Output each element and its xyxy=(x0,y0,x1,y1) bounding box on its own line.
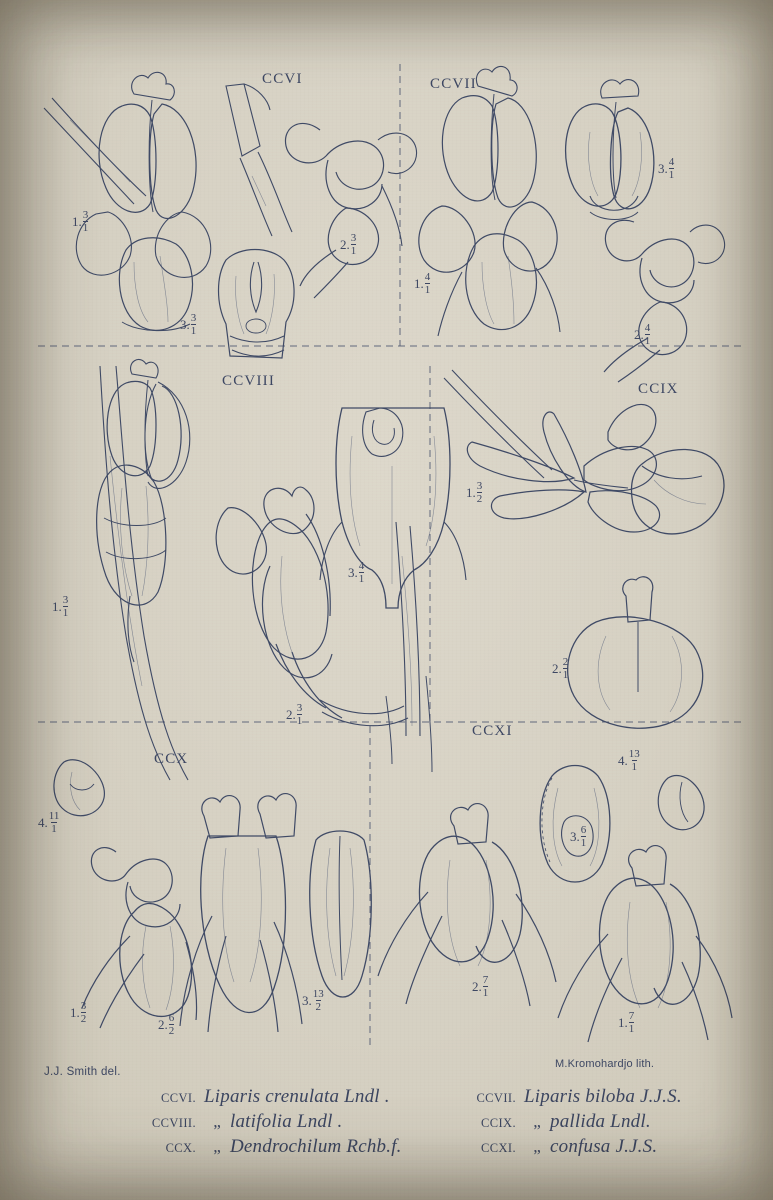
figure-label-ccx-2 xyxy=(158,1014,174,1038)
figure-index: 3. xyxy=(570,828,580,844)
caption-ditto: „ xyxy=(533,1112,541,1131)
figure-index: 1. xyxy=(466,484,476,500)
figure-index: 1. xyxy=(52,598,62,614)
caption-number: CCIX. xyxy=(481,1116,516,1130)
figure-ccix xyxy=(444,370,724,728)
lithographic-plate xyxy=(30,36,742,1157)
caption-species: Liparis crenulata Lndl . xyxy=(204,1086,390,1107)
plate-number-ccxi: CCXI xyxy=(472,723,513,739)
figure-scale-denominator: 1 xyxy=(358,573,365,585)
figure-scale-numerator: 4 xyxy=(358,560,365,572)
figure-scale-denominator: 1 xyxy=(190,325,197,337)
caption-number: CCVI. xyxy=(161,1091,196,1105)
figure-label-ccvi-3 xyxy=(180,314,196,338)
figure-index: 3. xyxy=(302,992,312,1008)
caption-entry-ccvii xyxy=(470,1086,750,1108)
caption-number: CCXI. xyxy=(481,1141,516,1155)
caption-number: CCVIII. xyxy=(151,1116,196,1130)
figure-index: 2. xyxy=(158,1016,168,1032)
figure-scale-denominator: 1 xyxy=(62,607,69,619)
figure-scale-denominator: 2 xyxy=(80,1013,87,1025)
plate-number-ccviii: CCVIII xyxy=(222,373,276,389)
caption-species: Dendrochilum Rchb.f. xyxy=(230,1136,402,1157)
caption-species: pallida Lndl. xyxy=(550,1111,651,1132)
figure-ccviii xyxy=(97,359,466,780)
figure-index: 2. xyxy=(286,706,296,722)
caption-ditto: „ xyxy=(533,1137,541,1156)
figure-scale-numerator: 3 xyxy=(296,702,303,714)
figure-scale-numerator: 4 xyxy=(424,271,431,283)
figure-label-ccvii-2 xyxy=(634,324,650,348)
caption-entry-ccviii xyxy=(150,1111,470,1133)
figure-scale-numerator: 3 xyxy=(80,1000,87,1012)
figure-label-ccxi-1 xyxy=(618,1012,634,1036)
plate-captions xyxy=(150,1086,750,1161)
figure-index: 4. xyxy=(38,814,48,830)
caption-entry-ccvi xyxy=(150,1086,470,1108)
figure-scale-numerator: 7 xyxy=(628,1010,635,1022)
caption-species: latifolia Lndl . xyxy=(230,1111,343,1132)
figure-scale-numerator: 3 xyxy=(476,480,483,492)
figure-scale-numerator: 3 xyxy=(62,594,69,606)
figure-label-ccviii-3 xyxy=(348,562,364,586)
figure-index: 2. xyxy=(552,660,562,676)
lithographer-credit: M.Kromohardjo lith. xyxy=(555,1058,655,1070)
figure-index: 3. xyxy=(180,316,190,332)
figure-scale-numerator: 3 xyxy=(82,209,89,221)
caption-species: Liparis biloba J.J.S. xyxy=(524,1086,682,1107)
figure-ccvi xyxy=(44,72,417,358)
figure-scale-denominator: 1 xyxy=(580,837,587,849)
figure-label-ccviii-1 xyxy=(52,596,68,620)
figure-scale-denominator: 1 xyxy=(668,169,675,181)
figure-label-ccvii-3 xyxy=(658,158,674,182)
figure-scale-denominator: 1 xyxy=(51,823,57,835)
figure-label-ccix-2 xyxy=(552,658,568,682)
caption-row xyxy=(150,1086,750,1108)
caption-entry-ccx xyxy=(150,1136,470,1158)
figure-scale-numerator: 4 xyxy=(644,322,651,334)
panel-dividers xyxy=(38,64,742,1046)
figure-scale-numerator: 3 xyxy=(350,232,357,244)
figure-scale-numerator: 13 xyxy=(628,748,640,760)
figure-scale-numerator: 11 xyxy=(48,810,60,822)
plate-number-ccx: CCX xyxy=(154,751,189,767)
plate-number-ccvi: CCVI xyxy=(262,71,303,87)
figure-scale-numerator: 6 xyxy=(580,824,587,836)
figure-scale-numerator: 4 xyxy=(668,156,675,168)
figure-scale-denominator: 1 xyxy=(296,715,303,727)
figure-scale-denominator: 1 xyxy=(562,669,569,681)
figure-label-ccvi-2 xyxy=(340,234,356,258)
figure-index: 1. xyxy=(72,213,82,229)
figure-scale-denominator: 2 xyxy=(476,493,483,505)
caption-entry-ccix xyxy=(470,1111,750,1133)
figure-scale-denominator: 1 xyxy=(628,1023,635,1035)
figure-scale-numerator: 13 xyxy=(312,988,324,1000)
figure-index: 3. xyxy=(658,160,668,176)
figure-label-ccviii-2 xyxy=(286,704,302,728)
caption-entry-ccxi xyxy=(470,1136,750,1158)
figure-label-ccxi-3 xyxy=(570,826,586,850)
figure-scale-denominator: 1 xyxy=(631,761,637,773)
caption-ditto: „ xyxy=(213,1112,221,1131)
figure-label-ccx-3 xyxy=(302,990,324,1014)
plate-number-ccvii: CCVII xyxy=(430,76,477,92)
caption-number: CCVII. xyxy=(476,1091,516,1105)
figure-index: 2. xyxy=(472,978,482,994)
figure-scale-denominator: 1 xyxy=(424,284,431,296)
figure-scale-numerator: 2 xyxy=(562,656,569,668)
figure-scale-numerator: 3 xyxy=(190,312,197,324)
figure-index: 4. xyxy=(618,752,628,768)
figure-scale-denominator: 2 xyxy=(168,1025,175,1037)
caption-row xyxy=(150,1136,750,1158)
figure-scale-denominator: 1 xyxy=(644,335,651,347)
figure-scale-denominator: 1 xyxy=(350,245,357,257)
figure-label-ccxi-2 xyxy=(472,976,488,1000)
figure-index: 3. xyxy=(348,564,358,580)
figure-label-ccvi-1 xyxy=(72,211,88,235)
figure-ccxi xyxy=(378,766,732,1043)
figure-index: 1. xyxy=(414,275,424,291)
figure-index: 2. xyxy=(634,326,644,342)
figure-label-ccvii-1 xyxy=(414,273,430,297)
figure-scale-numerator: 6 xyxy=(168,1012,175,1024)
caption-species: confusa J.J.S. xyxy=(550,1136,658,1157)
figure-label-ccx-4 xyxy=(38,812,59,836)
figure-scale-denominator: 2 xyxy=(315,1001,321,1013)
figure-scale-denominator: 1 xyxy=(482,987,489,999)
plate-number-ccix: CCIX xyxy=(638,381,679,397)
figure-index: 2. xyxy=(340,236,350,252)
caption-row xyxy=(150,1111,750,1133)
figure-scale-denominator: 1 xyxy=(82,222,89,234)
figure-label-ccix-1 xyxy=(466,482,482,506)
figure-index: 1. xyxy=(618,1014,628,1030)
artist-credit: J.J. Smith del. xyxy=(44,1066,121,1078)
plate-illustrations xyxy=(30,36,742,1056)
caption-ditto: „ xyxy=(213,1137,221,1156)
caption-number: CCX. xyxy=(165,1141,196,1155)
figure-label-ccxi-4 xyxy=(618,750,640,774)
figure-ccvii xyxy=(419,66,725,382)
figure-label-ccx-1 xyxy=(70,1002,86,1026)
figure-index: 1. xyxy=(70,1004,80,1020)
figure-scale-numerator: 7 xyxy=(482,974,489,986)
